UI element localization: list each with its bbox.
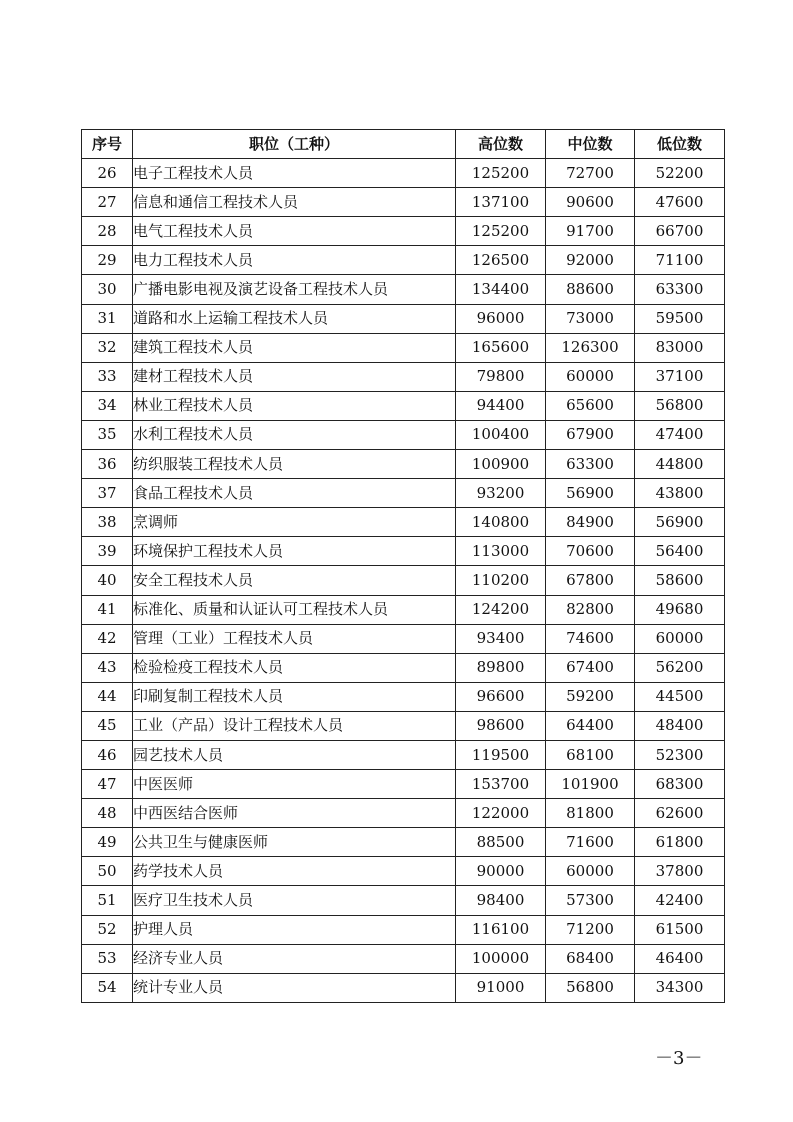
cell-index: 44 xyxy=(82,682,133,711)
cell-high: 89800 xyxy=(456,653,546,682)
table-header-row xyxy=(82,130,725,159)
cell-median: 67800 xyxy=(546,566,635,595)
cell-index: 28 xyxy=(82,217,133,246)
cell-position: 电气工程技术人员 xyxy=(133,217,456,246)
cell-median: 63300 xyxy=(546,450,635,479)
header-low: 低位数 xyxy=(635,130,725,159)
table-row xyxy=(82,420,725,449)
cell-low: 83000 xyxy=(635,333,725,362)
table-row xyxy=(82,304,725,333)
cell-low: 56900 xyxy=(635,508,725,537)
cell-index: 30 xyxy=(82,275,133,304)
cell-median: 72700 xyxy=(546,159,635,188)
table-body xyxy=(82,159,725,1003)
cell-index: 34 xyxy=(82,391,133,420)
cell-high: 90000 xyxy=(456,857,546,886)
cell-low: 52200 xyxy=(635,159,725,188)
cell-high: 153700 xyxy=(456,770,546,799)
cell-position: 食品工程技术人员 xyxy=(133,479,456,508)
cell-median: 84900 xyxy=(546,508,635,537)
cell-position: 安全工程技术人员 xyxy=(133,566,456,595)
cell-high: 113000 xyxy=(456,537,546,566)
cell-low: 71100 xyxy=(635,246,725,275)
cell-position: 工业（产品）设计工程技术人员 xyxy=(133,711,456,740)
table-row xyxy=(82,595,725,624)
cell-position: 公共卫生与健康医师 xyxy=(133,828,456,857)
cell-index: 36 xyxy=(82,450,133,479)
cell-low: 59500 xyxy=(635,304,725,333)
cell-position: 建筑工程技术人员 xyxy=(133,333,456,362)
cell-median: 90600 xyxy=(546,188,635,217)
cell-median: 68400 xyxy=(546,944,635,973)
cell-high: 96600 xyxy=(456,682,546,711)
table-row xyxy=(82,450,725,479)
cell-high: 134400 xyxy=(456,275,546,304)
cell-position: 建材工程技术人员 xyxy=(133,362,456,391)
header-position: 职位（工种） xyxy=(133,130,456,159)
table-row xyxy=(82,508,725,537)
cell-position: 标准化、质量和认证认可工程技术人员 xyxy=(133,595,456,624)
cell-index: 49 xyxy=(82,828,133,857)
cell-median: 74600 xyxy=(546,624,635,653)
header-high: 高位数 xyxy=(456,130,546,159)
cell-high: 125200 xyxy=(456,217,546,246)
cell-position: 道路和水上运输工程技术人员 xyxy=(133,304,456,333)
cell-low: 48400 xyxy=(635,711,725,740)
cell-low: 42400 xyxy=(635,886,725,915)
table-row xyxy=(82,246,725,275)
cell-median: 68100 xyxy=(546,740,635,769)
cell-low: 56800 xyxy=(635,391,725,420)
cell-median: 56900 xyxy=(546,479,635,508)
cell-index: 37 xyxy=(82,479,133,508)
table-row xyxy=(82,362,725,391)
cell-high: 96000 xyxy=(456,304,546,333)
cell-position: 护理人员 xyxy=(133,915,456,944)
table-row xyxy=(82,188,725,217)
cell-high: 110200 xyxy=(456,566,546,595)
table-row xyxy=(82,624,725,653)
cell-index: 26 xyxy=(82,159,133,188)
wage-table xyxy=(81,129,725,1003)
cell-index: 45 xyxy=(82,711,133,740)
cell-index: 43 xyxy=(82,653,133,682)
cell-position: 林业工程技术人员 xyxy=(133,391,456,420)
cell-index: 41 xyxy=(82,595,133,624)
cell-high: 98400 xyxy=(456,886,546,915)
cell-position: 管理（工业）工程技术人员 xyxy=(133,624,456,653)
cell-median: 60000 xyxy=(546,362,635,391)
cell-position: 园艺技术人员 xyxy=(133,740,456,769)
cell-median: 92000 xyxy=(546,246,635,275)
cell-index: 50 xyxy=(82,857,133,886)
table-row xyxy=(82,944,725,973)
cell-median: 71200 xyxy=(546,915,635,944)
cell-index: 27 xyxy=(82,188,133,217)
cell-index: 40 xyxy=(82,566,133,595)
cell-index: 42 xyxy=(82,624,133,653)
cell-index: 53 xyxy=(82,944,133,973)
cell-index: 46 xyxy=(82,740,133,769)
cell-position: 统计专业人员 xyxy=(133,973,456,1002)
cell-high: 165600 xyxy=(456,333,546,362)
cell-low: 60000 xyxy=(635,624,725,653)
cell-index: 52 xyxy=(82,915,133,944)
cell-median: 59200 xyxy=(546,682,635,711)
cell-high: 88500 xyxy=(456,828,546,857)
cell-position: 医疗卫生技术人员 xyxy=(133,886,456,915)
cell-position: 药学技术人员 xyxy=(133,857,456,886)
table-row xyxy=(82,217,725,246)
cell-median: 57300 xyxy=(546,886,635,915)
cell-high: 140800 xyxy=(456,508,546,537)
cell-low: 34300 xyxy=(635,973,725,1002)
cell-median: 91700 xyxy=(546,217,635,246)
cell-median: 126300 xyxy=(546,333,635,362)
header-index: 序号 xyxy=(82,130,133,159)
cell-low: 56400 xyxy=(635,537,725,566)
cell-high: 100900 xyxy=(456,450,546,479)
cell-median: 60000 xyxy=(546,857,635,886)
cell-high: 126500 xyxy=(456,246,546,275)
table-row xyxy=(82,886,725,915)
cell-index: 39 xyxy=(82,537,133,566)
cell-high: 93200 xyxy=(456,479,546,508)
cell-low: 58600 xyxy=(635,566,725,595)
cell-position: 经济专业人员 xyxy=(133,944,456,973)
table-row xyxy=(82,740,725,769)
cell-median: 73000 xyxy=(546,304,635,333)
cell-low: 37100 xyxy=(635,362,725,391)
table-row xyxy=(82,566,725,595)
cell-low: 46400 xyxy=(635,944,725,973)
cell-index: 31 xyxy=(82,304,133,333)
cell-low: 44500 xyxy=(635,682,725,711)
cell-high: 98600 xyxy=(456,711,546,740)
cell-position: 电子工程技术人员 xyxy=(133,159,456,188)
cell-high: 100400 xyxy=(456,420,546,449)
cell-index: 35 xyxy=(82,420,133,449)
cell-median: 65600 xyxy=(546,391,635,420)
cell-median: 81800 xyxy=(546,799,635,828)
cell-high: 116100 xyxy=(456,915,546,944)
table-row xyxy=(82,711,725,740)
table-row xyxy=(82,159,725,188)
cell-index: 51 xyxy=(82,886,133,915)
table-row xyxy=(82,479,725,508)
header-median: 中位数 xyxy=(546,130,635,159)
table-row xyxy=(82,799,725,828)
table-row xyxy=(82,682,725,711)
cell-low: 44800 xyxy=(635,450,725,479)
table-row xyxy=(82,915,725,944)
cell-position: 中医医师 xyxy=(133,770,456,799)
cell-median: 67900 xyxy=(546,420,635,449)
table-row xyxy=(82,391,725,420)
cell-position: 纺织服装工程技术人员 xyxy=(133,450,456,479)
cell-low: 47600 xyxy=(635,188,725,217)
cell-position: 广播电影电视及演艺设备工程技术人员 xyxy=(133,275,456,304)
page-number: －3－ xyxy=(655,1048,703,1069)
cell-index: 32 xyxy=(82,333,133,362)
cell-high: 100000 xyxy=(456,944,546,973)
cell-median: 56800 xyxy=(546,973,635,1002)
table-row xyxy=(82,770,725,799)
cell-index: 38 xyxy=(82,508,133,537)
cell-position: 水利工程技术人员 xyxy=(133,420,456,449)
cell-median: 64400 xyxy=(546,711,635,740)
cell-high: 137100 xyxy=(456,188,546,217)
table-row xyxy=(82,275,725,304)
cell-low: 63300 xyxy=(635,275,725,304)
cell-low: 47400 xyxy=(635,420,725,449)
cell-median: 67400 xyxy=(546,653,635,682)
table-row xyxy=(82,537,725,566)
cell-low: 61800 xyxy=(635,828,725,857)
cell-low: 66700 xyxy=(635,217,725,246)
cell-high: 91000 xyxy=(456,973,546,1002)
cell-index: 48 xyxy=(82,799,133,828)
cell-high: 124200 xyxy=(456,595,546,624)
cell-high: 79800 xyxy=(456,362,546,391)
cell-low: 52300 xyxy=(635,740,725,769)
cell-position: 检验检疫工程技术人员 xyxy=(133,653,456,682)
cell-high: 119500 xyxy=(456,740,546,769)
cell-low: 61500 xyxy=(635,915,725,944)
cell-index: 54 xyxy=(82,973,133,1002)
cell-index: 29 xyxy=(82,246,133,275)
cell-position: 烹调师 xyxy=(133,508,456,537)
cell-low: 49680 xyxy=(635,595,725,624)
table-row xyxy=(82,857,725,886)
cell-high: 122000 xyxy=(456,799,546,828)
table-row xyxy=(82,828,725,857)
cell-position: 电力工程技术人员 xyxy=(133,246,456,275)
cell-median: 88600 xyxy=(546,275,635,304)
cell-position: 印刷复制工程技术人员 xyxy=(133,682,456,711)
table-row xyxy=(82,653,725,682)
cell-position: 中西医结合医师 xyxy=(133,799,456,828)
cell-position: 信息和通信工程技术人员 xyxy=(133,188,456,217)
cell-median: 70600 xyxy=(546,537,635,566)
cell-low: 56200 xyxy=(635,653,725,682)
table-row xyxy=(82,333,725,362)
cell-median: 71600 xyxy=(546,828,635,857)
cell-median: 82800 xyxy=(546,595,635,624)
cell-position: 环境保护工程技术人员 xyxy=(133,537,456,566)
cell-low: 68300 xyxy=(635,770,725,799)
cell-high: 94400 xyxy=(456,391,546,420)
cell-high: 93400 xyxy=(456,624,546,653)
cell-median: 101900 xyxy=(546,770,635,799)
cell-low: 62600 xyxy=(635,799,725,828)
cell-high: 125200 xyxy=(456,159,546,188)
cell-index: 47 xyxy=(82,770,133,799)
cell-index: 33 xyxy=(82,362,133,391)
table-row xyxy=(82,973,725,1002)
cell-low: 43800 xyxy=(635,479,725,508)
cell-low: 37800 xyxy=(635,857,725,886)
